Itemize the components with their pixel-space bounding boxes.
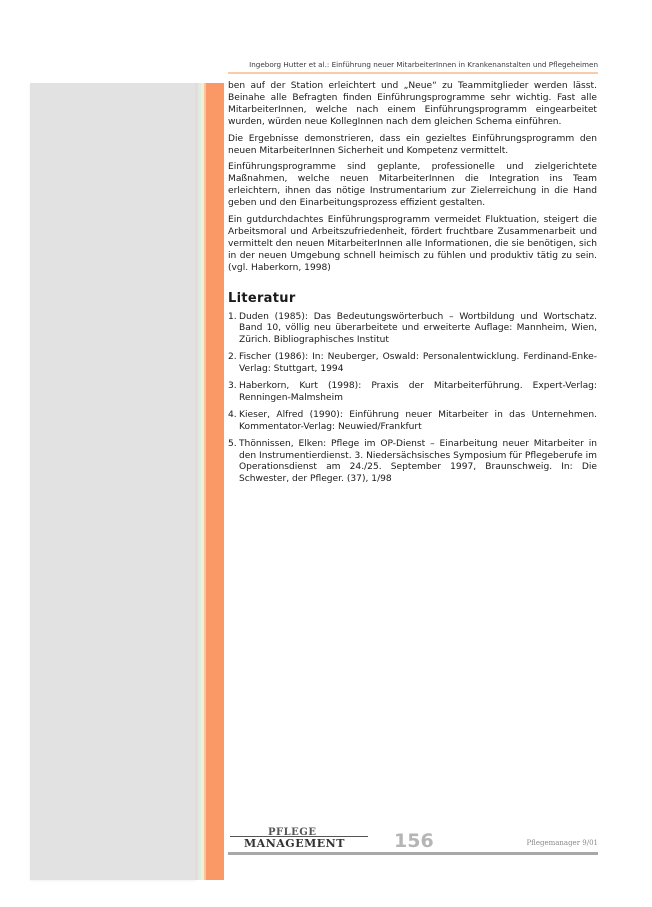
reference-text: Kieser, Alfred (1990): Einführung neuer Mitarbeiter in das Unternehmen. Kommentator-Verlag: Neuwied/Frankfurt xyxy=(239,409,597,432)
reference-item xyxy=(228,410,597,434)
reference-item xyxy=(228,352,597,376)
reference-number: 4. xyxy=(228,409,237,420)
literature-heading: Literatur xyxy=(228,290,296,306)
reference-list xyxy=(228,312,597,487)
page-footer xyxy=(228,827,598,857)
body-paragraph: ben auf der Station erleichtert und „Neue“ zu Teammitglieder werden lässt. Beinahe alle Befragten finden Einführungsprogramme sehr wichtig. Fast alle MitarbeiterInnen, welche nach einem Einführungsprogramm eingearbeitet wurden, würden neue KollegInnen nach dem gleichen Schema einführen. xyxy=(228,81,597,127)
logo-top-text: PFLEGE xyxy=(268,827,317,838)
reference-number: 3. xyxy=(228,381,237,392)
body-paragraph: Ein gutdurchdachtes Einführungsprogramm vermeidet Fluktuation, steigert die Arbeitsmoral und Arbeitszufriedenheit, fördert fruchtbare Zusammenarbeit und vermittelt den neuen MitarbeiterInnen alle Informationen, die sie benötigen, sich in der neuen Umgebung schnell heimisch zu fühlen und produktiv tätig zu sein. (vgl. Haberkorn, 1998) xyxy=(228,215,597,273)
logo-bottom-text: MANAGEMENT xyxy=(244,837,345,850)
reference-text: Duden (1985): Das Bedeutungswörterbuch – Wortbildung und Wortschatz. Band 10, völlig neu überarbeitete und erweiterte Auflage: Mannheim, Wien, Zürich. Bibliographisches Institut xyxy=(239,311,597,346)
reference-item xyxy=(228,312,597,348)
reference-number: 1. xyxy=(228,311,237,322)
reference-text: Fischer (1986): In: Neuberger, Oswald: Personalentwicklung. Ferdinand-Enke-Verlag: Stuttgart, 1994 xyxy=(239,352,597,375)
reference-item xyxy=(228,381,597,405)
reference-text: Haberkorn, Kurt (1998): Praxis der Mitarbeiterführung. Expert-Verlag: Renningen-Malmsheim xyxy=(239,381,597,403)
orange-margin-bar xyxy=(206,83,224,880)
body-paragraph: Einführungsprogramme sind geplante, professionelle und zielgerichtete Maßnahmen, welche neuen MitarbeiterInnen die Integration ins Team erleichtern, ihnen das nötige Instrumentarium zur Zielerreichung in die Hand geben und den Einarbeitungsprozess effizient gestalten. xyxy=(228,162,597,209)
reference-text: Thönnissen, Elken: Pflege im OP-Dienst – Einarbeitung neuer Mitarbeiter in den Instrumentierdienst. 3. Niedersächsisches Symposium für Pflegeberufe im Operationsdienst am 24./25. September 1997, Braunschweig. In: Die Schwester, der Pfleger. (37), 1/98 xyxy=(239,438,597,485)
reference-number: 5. xyxy=(228,438,237,449)
reference-number: 2. xyxy=(228,352,237,363)
pflege-management-logo xyxy=(228,827,368,853)
reference-item xyxy=(228,439,597,487)
left-margin-panel xyxy=(30,83,196,880)
article-body xyxy=(228,81,597,491)
issue-label: Pflegemanager 9/01 xyxy=(526,839,598,847)
footer-rule xyxy=(228,852,598,855)
running-header: Ingeborg Hutter et al.: Einführung neuer MitarbeiterInnen in Krankenanstalten und Pflegeheimen xyxy=(228,60,598,74)
page-number: 156 xyxy=(394,830,434,852)
body-paragraph: Die Ergebnisse demonstrieren, dass ein gezieltes Einführungsprogramm den neuen MitarbeiterInnen Sicherheit und Kompetenz vermittelt. xyxy=(228,133,597,156)
